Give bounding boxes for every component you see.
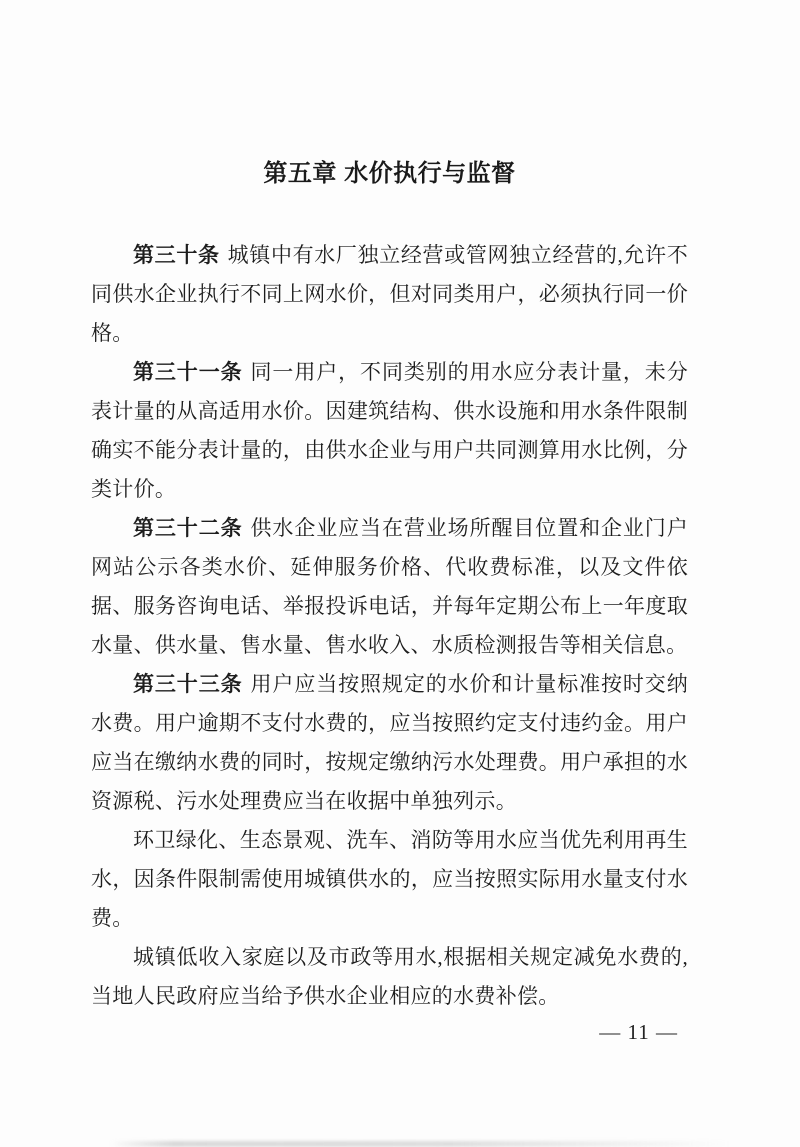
article-paragraph-33 bbox=[91, 665, 688, 821]
article-number-32: 第三十二条 bbox=[133, 517, 243, 540]
chapter-title: 第五章 水价执行与监督 bbox=[263, 160, 516, 187]
article-paragraph-30 bbox=[91, 236, 688, 353]
article-number-33: 第三十三条 bbox=[133, 673, 243, 696]
body-paragraph-subsidy bbox=[91, 938, 688, 1016]
scan-bleed-artifact bbox=[110, 1141, 730, 1147]
article-paragraph-31 bbox=[91, 353, 688, 509]
body-paragraph-reclaimed-water bbox=[91, 821, 688, 938]
article-text-33: 用户应当按照规定的水价和计量标准按时交纳水费。用户逾期不支付水费的，应当按照约定支付违约金。用户应当在缴纳水费的同时，按规定缴纳污水处理费。用户承担的水资源税、污水处理费应当在收据中单独列示。 bbox=[91, 672, 689, 813]
article-paragraph-32 bbox=[91, 509, 688, 665]
article-text-30: 城镇中有水厂独立经营或管网独立经营的,允许不同供水企业执行不同上网水价，但对同类用户，必须执行同一价格。 bbox=[91, 243, 688, 345]
article-text-32: 供水企业应当在营业场所醒目位置和企业门户网站公示各类水价、延伸服务价格、代收费标准，以及文件依据、服务咨询电话、举报投诉电话，并每年定期公布上一年度取水量、供水量、售水量、售水收入、水质检测报告等相关信息。 bbox=[91, 516, 689, 657]
page-number: — 11 — bbox=[599, 1020, 678, 1044]
article-number-30: 第三十条 bbox=[133, 244, 220, 267]
document-body bbox=[91, 236, 688, 1016]
article-number-31: 第三十一条 bbox=[133, 361, 243, 384]
article-text-31: 同一用户，不同类别的用水应分表计量，未分表计量的从高适用水价。因建筑结构、供水设施和用水条件限制确实不能分表计量的，由供水企业与用户共同测算用水比例，分类计价。 bbox=[91, 360, 689, 501]
paragraph-text-subsidy: 城镇低收入家庭以及市政等用水,根据相关规定减免水费的,当地人民政府应当给予供水企业相应的水费补偿。 bbox=[91, 945, 688, 1008]
paragraph-text-reclaimed-water: 环卫绿化、生态景观、洗车、消防等用水应当优先利用再生水，因条件限制需使用城镇供水的，应当按照实际用水量支付水费。 bbox=[91, 828, 688, 930]
